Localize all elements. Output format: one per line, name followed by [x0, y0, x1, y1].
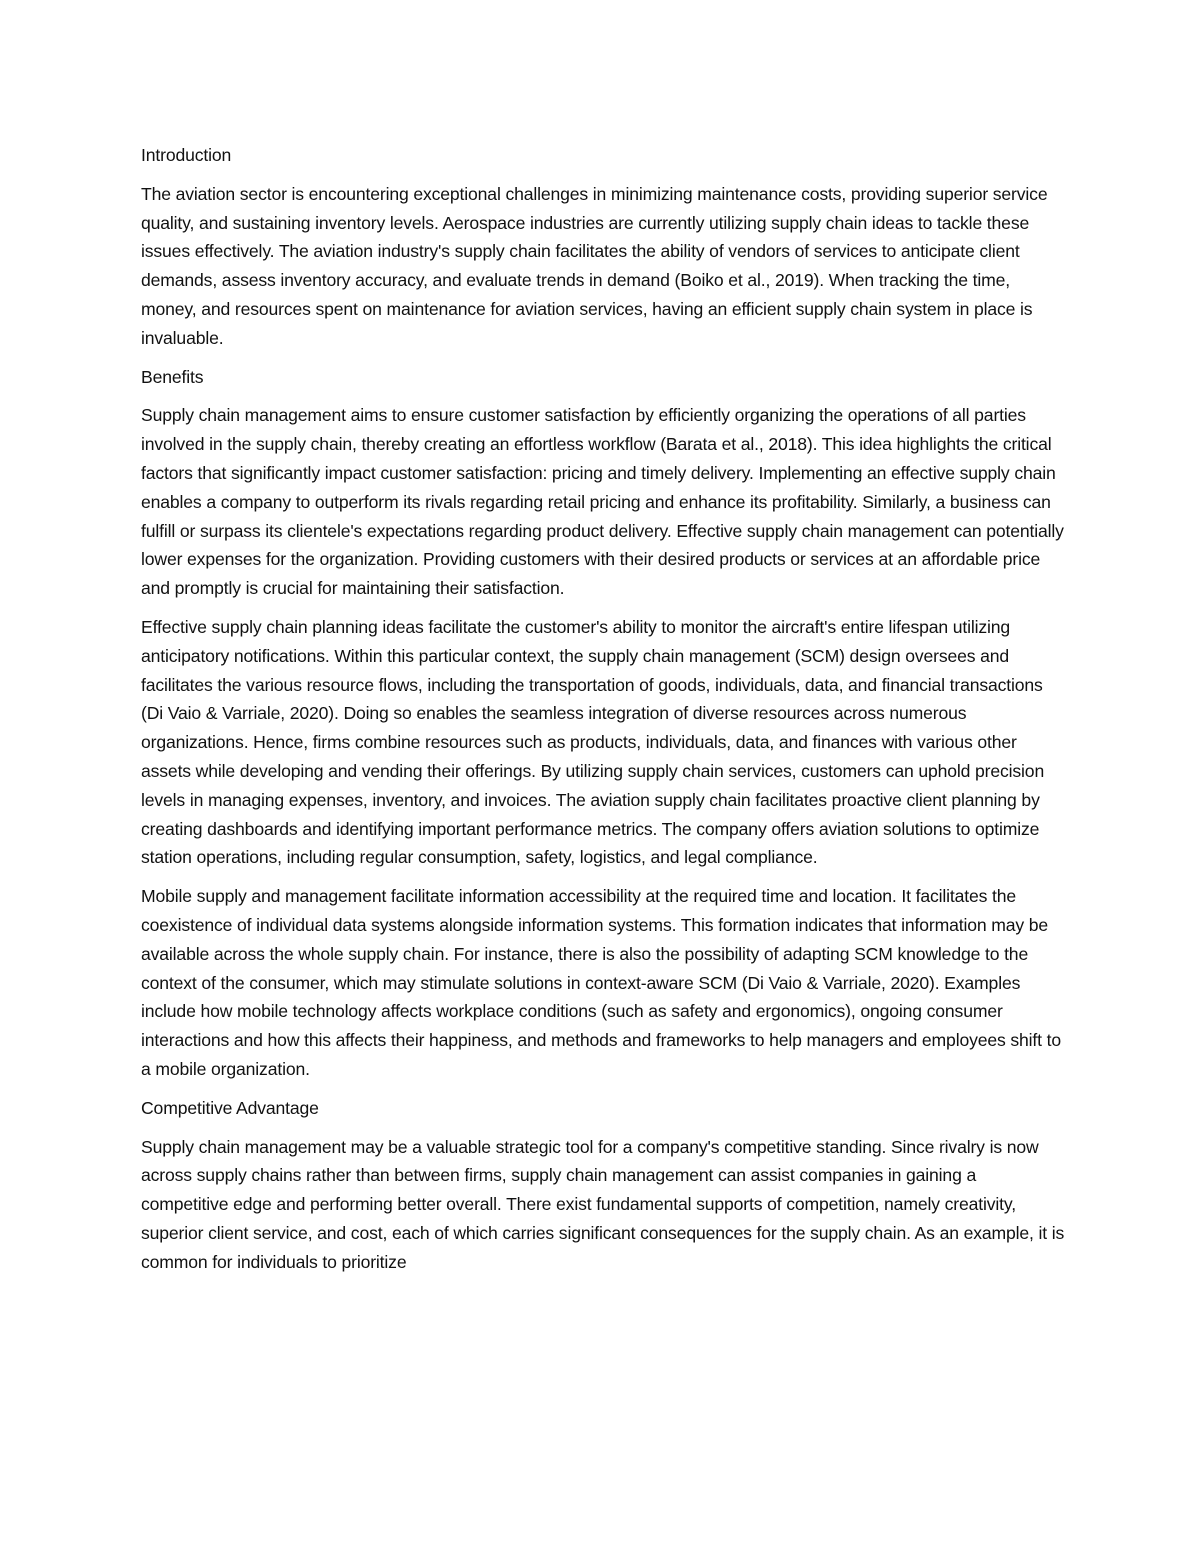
benefits-paragraph-1: Supply chain management aims to ensure customer satisfaction by efficiently organizing the operations of all parties involved in the supply chain, thereby creating an effortless workflow (Barata et al., 2018). This idea highlights the critical factors that significantly impact customer satisfaction: pricing and timely delivery. Implementing an effective supply chain enables a company to outperform its rivals regarding retail pricing and enhance its profitability. Similarly, a business can fulfill or surpass its clientele's expectations regarding product delivery. Effective supply chain management can potentially lower expenses for the organization. Providing customers with their desired products or services at an affordable price and promptly is crucial for maintaining their satisfaction.: [141, 405, 1064, 599]
document-body: [141, 141, 1066, 1286]
competitive-advantage-paragraph: Supply chain management may be a valuable strategic tool for a company's competitive standing. Since rivalry is now across supply chains rather than between firms, supply chain management can assist companies in gaining a competitive edge and performing better overall. There exist fundamental supports of competition, namely creativity, superior client service, and cost, each of which carries significant consequences for the supply chain. As an example, it is common for individuals to prioritize: [141, 1136, 1065, 1272]
benefits-paragraph-3: Mobile supply and management facilitate information accessibility at the required time and location. It facilitates the coexistence of individual data systems alongside information systems. This formation indicates that information may be available across the whole supply chain. For instance, there is also the possibility of adapting SCM knowledge to the context of the consumer, which may stimulate solutions in context-aware SCM (Di Vaio & Varriale, 2020). Examples include how mobile technology affects workplace conditions (such as safety and ergonomics), ongoing consumer interactions and how this affects their happiness, and methods and frameworks to help managers and employees shift to a mobile organization.: [141, 886, 1062, 1079]
section-heading-benefits: Benefits: [141, 366, 204, 387]
section-heading-competitive-advantage: Competitive Advantage: [141, 1097, 319, 1118]
introduction-paragraph: The aviation sector is encountering exceptional challenges in minimizing maintenance costs, providing superior service quality, and sustaining inventory levels. Aerospace industries are currently utilizing supply chain ideas to tackle these issues effectively. The aviation industry's supply chain facilitates the ability of vendors of services to anticipate client demands, assess inventory accuracy, and evaluate trends in demand (Boiko et al., 2019). When tracking the time, money, and resources spent on maintenance for aviation services, having an efficient supply chain system in place is invaluable.: [141, 183, 1048, 348]
section-heading-introduction: Introduction: [141, 145, 232, 165]
benefits-paragraph-2: Effective supply chain planning ideas facilitate the customer's ability to monitor the aircraft's entire lifespan utilizing anticipatory notifications. Within this particular context, the supply chain management (SCM) design oversees and facilitates the various resource flows, including the transportation of goods, individuals, data, and financial transactions (Di Vaio & Varriale, 2020). Doing so enables the seamless integration of diverse resources across numerous organizations. Hence, firms combine resources such as products, individuals, data, and finances with various other assets while developing and vending their offerings. By utilizing supply chain services, customers can uphold precision levels in managing expenses, inventory, and invoices. The aviation supply chain facilitates proactive client planning by creating dashboards and identifying important performance metrics. The company offers aviation solutions to optimize station operations, including regular consumption, safety, logistics, and legal compliance.: [141, 616, 1045, 868]
